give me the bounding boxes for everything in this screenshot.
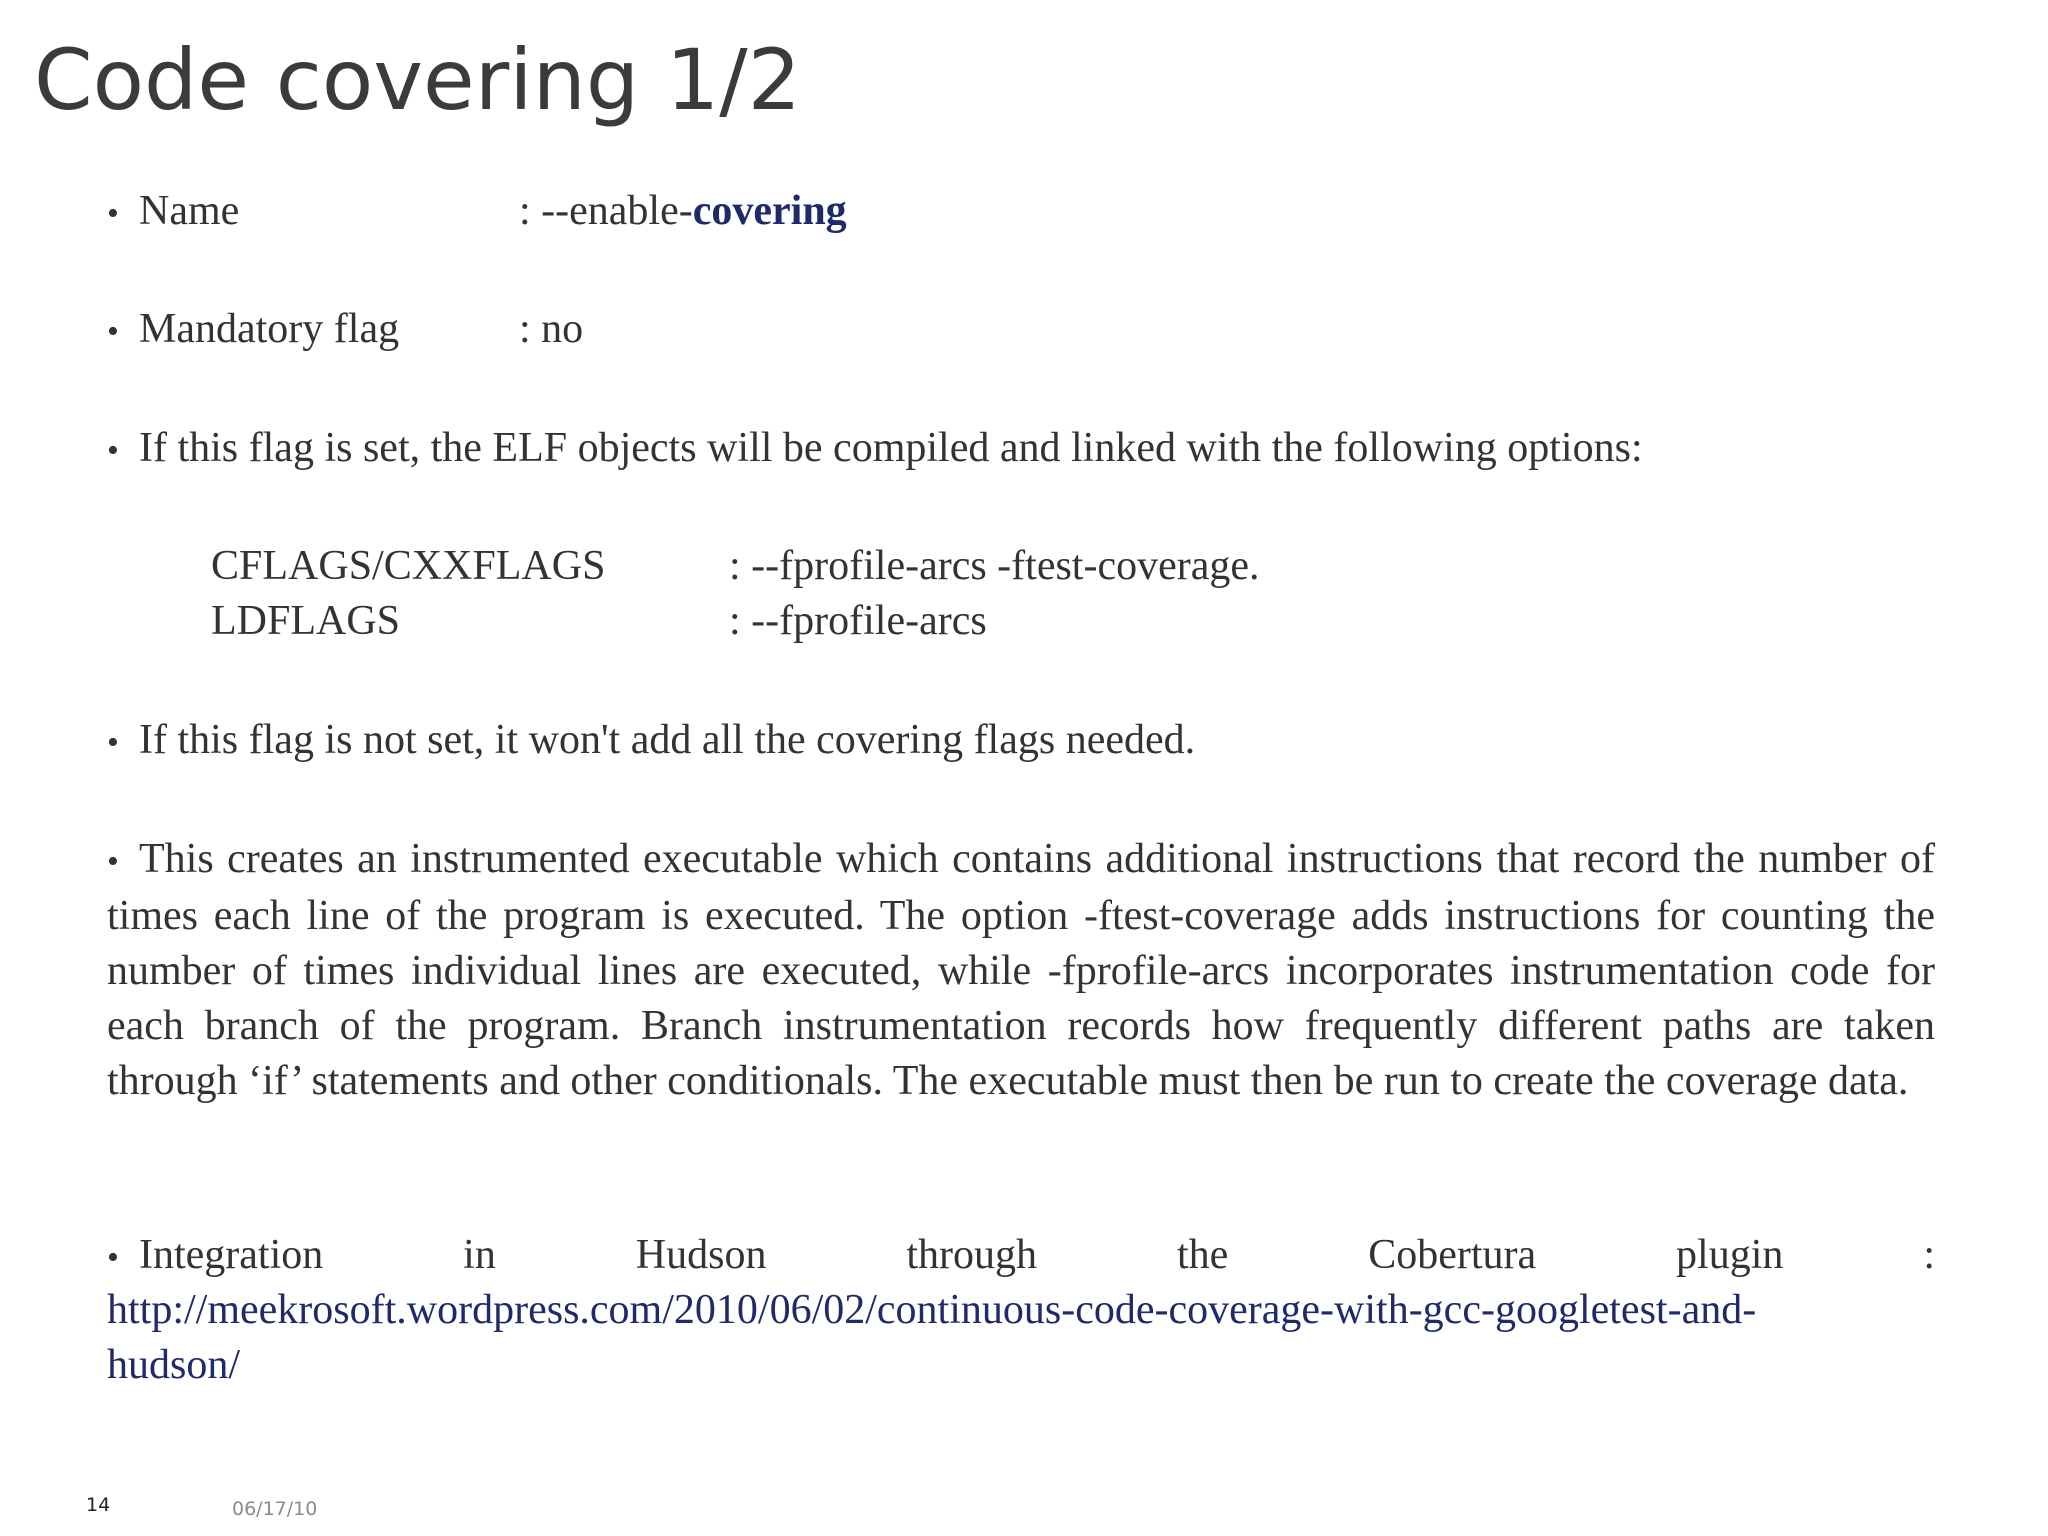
option-row: [211, 594, 987, 649]
bullet-marker: •: [107, 1239, 119, 1276]
mandatory-label: Mandatory flag: [139, 306, 400, 352]
mandatory-value: : no: [519, 306, 584, 352]
hudson-cobertura-link[interactable]: http://meekrosoft.wordpress.com/2010/06/02/continuous-code-coverage-with-gcc-googletest-and-: [107, 1287, 1757, 1333]
name-value-highlight: covering: [692, 188, 847, 234]
bullet-name: [107, 184, 847, 241]
compile-intro-text: If this flag is set, the ELF objects will be compiled and linked with the following options:: [139, 425, 1643, 471]
slide-title: Code covering 1/2: [34, 31, 802, 129]
slide-date: 06/17/10: [232, 1498, 318, 1520]
slide-number: 14: [86, 1494, 111, 1516]
bullet-marker: •: [107, 313, 119, 350]
description-text: This creates an instrumented executable which contains additional instructions that record the number of times each line of the program is executed. The option -ftest-coverage adds instructions for counting the number of times individual lines are executed, while -fprofile-arcs incorporates instrumentation code for each branch of the program. Branch instrumentation records how frequently different paths are taken through ‘if’ statements and other conditionals. The executable must then be run to create the coverage data.: [107, 836, 1935, 1104]
integration-text: Integration in Hudson through the Cobertura plugin :: [139, 1232, 1935, 1278]
option-value: : --fprofile-arcs -ftest-coverage.: [729, 543, 1260, 589]
name-value-prefix: : --enable-: [519, 188, 693, 234]
bullet-marker: •: [107, 724, 119, 761]
hudson-cobertura-link-continued[interactable]: hudson/: [107, 1342, 241, 1388]
option-label: LDFLAGS: [211, 598, 401, 644]
name-label: Name: [139, 188, 240, 234]
bullet-marker: •: [107, 432, 119, 469]
not-set-text: If this flag is not set, it won't add all the covering flags needed.: [139, 717, 1196, 763]
bullet-not-set: [107, 713, 1195, 770]
bullet-marker: •: [107, 195, 119, 232]
bullet-marker: •: [107, 843, 119, 880]
option-label: CFLAGS/CXXFLAGS: [211, 543, 606, 589]
integration-link-line: [107, 1283, 1756, 1338]
option-row: [211, 539, 1260, 594]
integration-link-line: [107, 1338, 240, 1393]
bullet-description: [107, 832, 1935, 1109]
bullet-integration: [107, 1228, 1935, 1285]
bullet-mandatory: [107, 302, 583, 359]
option-value: : --fprofile-arcs: [729, 598, 987, 644]
bullet-compile-intro: [107, 421, 1643, 478]
